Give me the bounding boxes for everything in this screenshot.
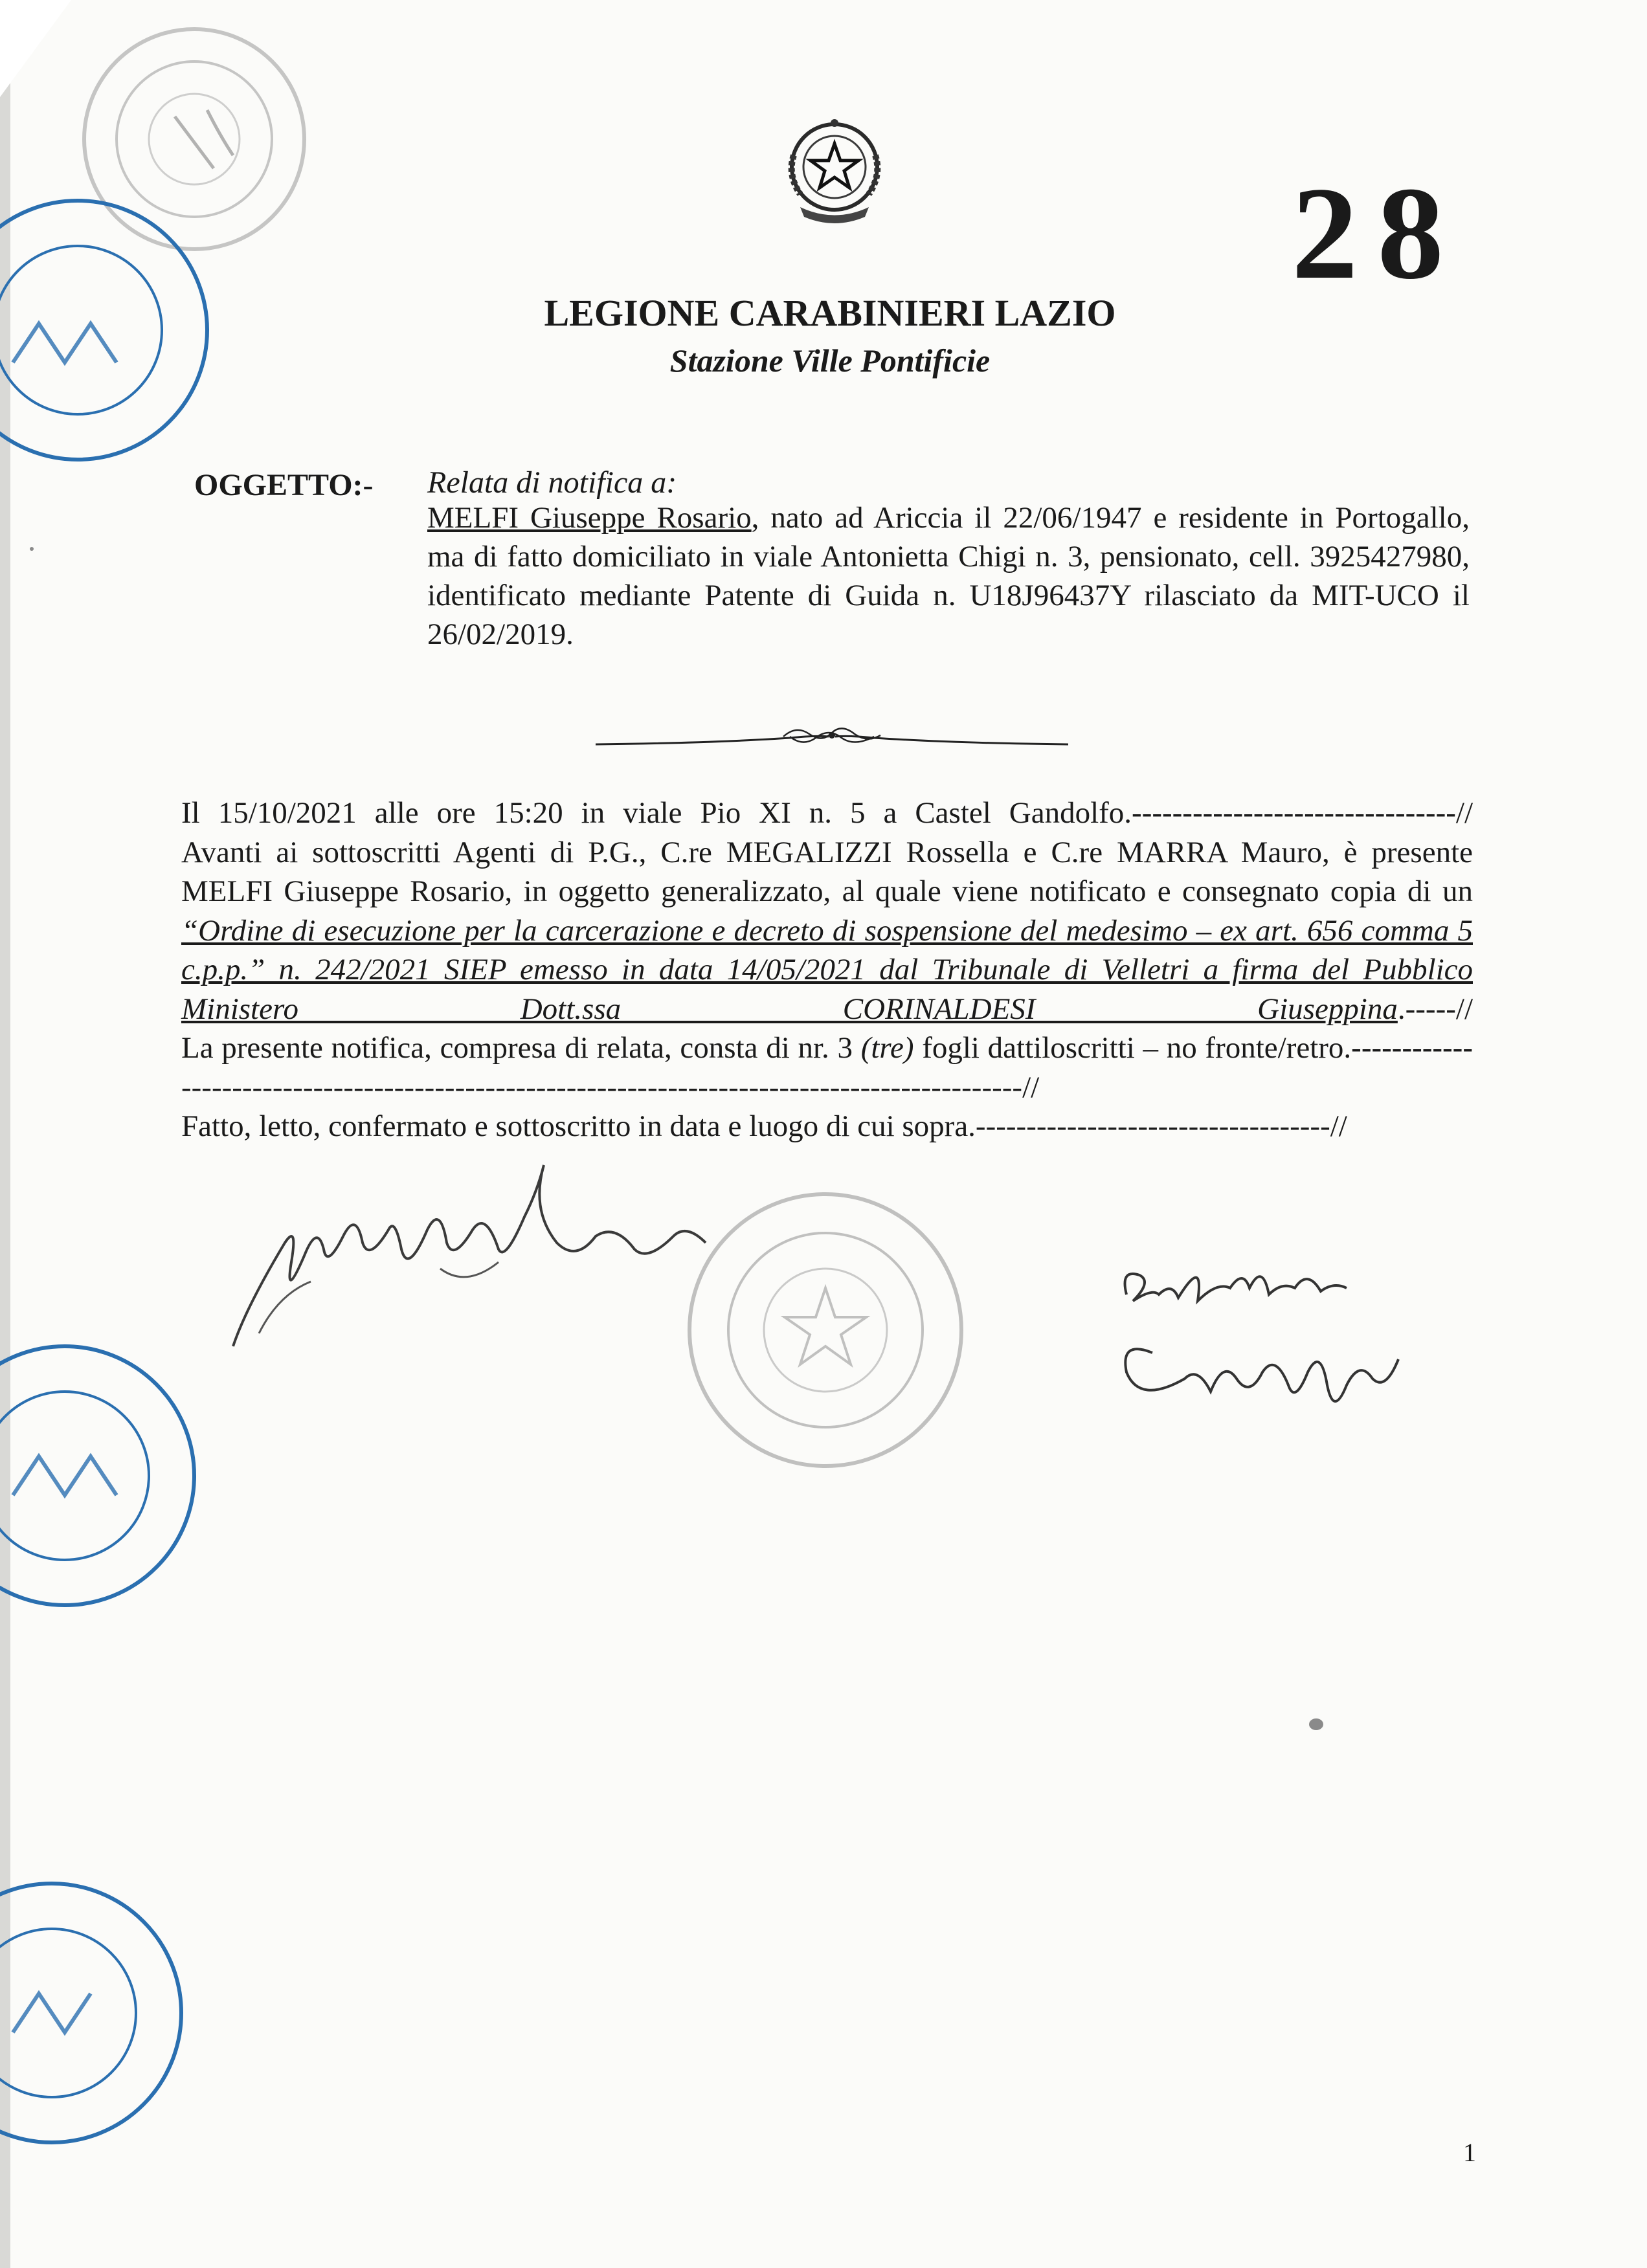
body-line-closing: Fatto, letto, confermato e sottoscritto in data e luogo di cui sopra.-----------------------------------// (181, 1109, 1347, 1143)
body-para2-end: .-----// (1397, 992, 1473, 1026)
subject-label: OGGETTO:- (194, 468, 374, 502)
signature-agents (1114, 1243, 1450, 1437)
personal-stamp-middle (0, 1327, 207, 1612)
signature-notified (194, 1152, 725, 1359)
subject-details (427, 498, 1470, 654)
body-para3-end: fogli dattiloscritti – no fronte/retro.-----------------------------------------------------------------------------------------------// (181, 1031, 1473, 1104)
scan-speck (1309, 1718, 1323, 1730)
page-number-footer: 1 (1463, 2138, 1476, 2167)
notification-body (181, 794, 1473, 1146)
personal-stamp-top (0, 194, 233, 466)
personal-stamp-bottom (0, 1871, 194, 2155)
scan-speck (30, 547, 34, 551)
ornamental-divider (596, 717, 1068, 756)
order-title: “Ordine di esecuzione per la carcerazione e decreto di sospensione del medesimo – ex art. 656 comma 5 c.p.p.” n. 242/2021 SIEP emesso in data 14/05/2021 dal Tribunale di Velletri a firma del Pubblico Ministero Dott.ssa CORINALDESI Giuseppina (181, 913, 1473, 1026)
republic-emblem-icon (774, 110, 895, 233)
subject-details-text: , nato ad Ariccia il 22/06/1947 e residente in Portogallo, ma di fatto domiciliato in viale Antonietta Chigi n. 3, pensionato, cell. 3925427980, identificato mediante Patente di Guida n. U18J96437Y rilasciato da MIT-UCO il 26/02/2019. (427, 501, 1470, 651)
subject-person: MELFI Giuseppe Rosario (427, 501, 752, 535)
body-para2-start: Avanti ai sottoscritti Agenti di P.G., C.re MEGALIZZI Rossella e C.re MARRA Mauro, è presente MELFI Giuseppe Rosario, in oggetto generalizzato, al quale viene notificato e consegnato copia di un (181, 835, 1473, 908)
legion-heading: LEGIONE CARABINIERI LAZIO (544, 292, 1116, 334)
body-line-date-place: Il 15/10/2021 alle ore 15:20 in viale Pio XI n. 5 a Castel Gandolfo.--------------------------------// (181, 796, 1473, 830)
body-paragraph-pages (181, 1028, 1473, 1107)
body-paragraph-notification (181, 833, 1473, 1029)
body-para3-start: La presente notifica, compresa di relata, consta di nr. 3 (181, 1031, 861, 1065)
station-subheading: Stazione Ville Pontificie (669, 342, 991, 379)
station-stamp-middle (673, 1178, 978, 1482)
subject-intro: Relata di notifica a: (427, 465, 677, 500)
page-number-large: 28 (1292, 160, 1463, 307)
body-para3-tre: (tre) (860, 1031, 914, 1065)
